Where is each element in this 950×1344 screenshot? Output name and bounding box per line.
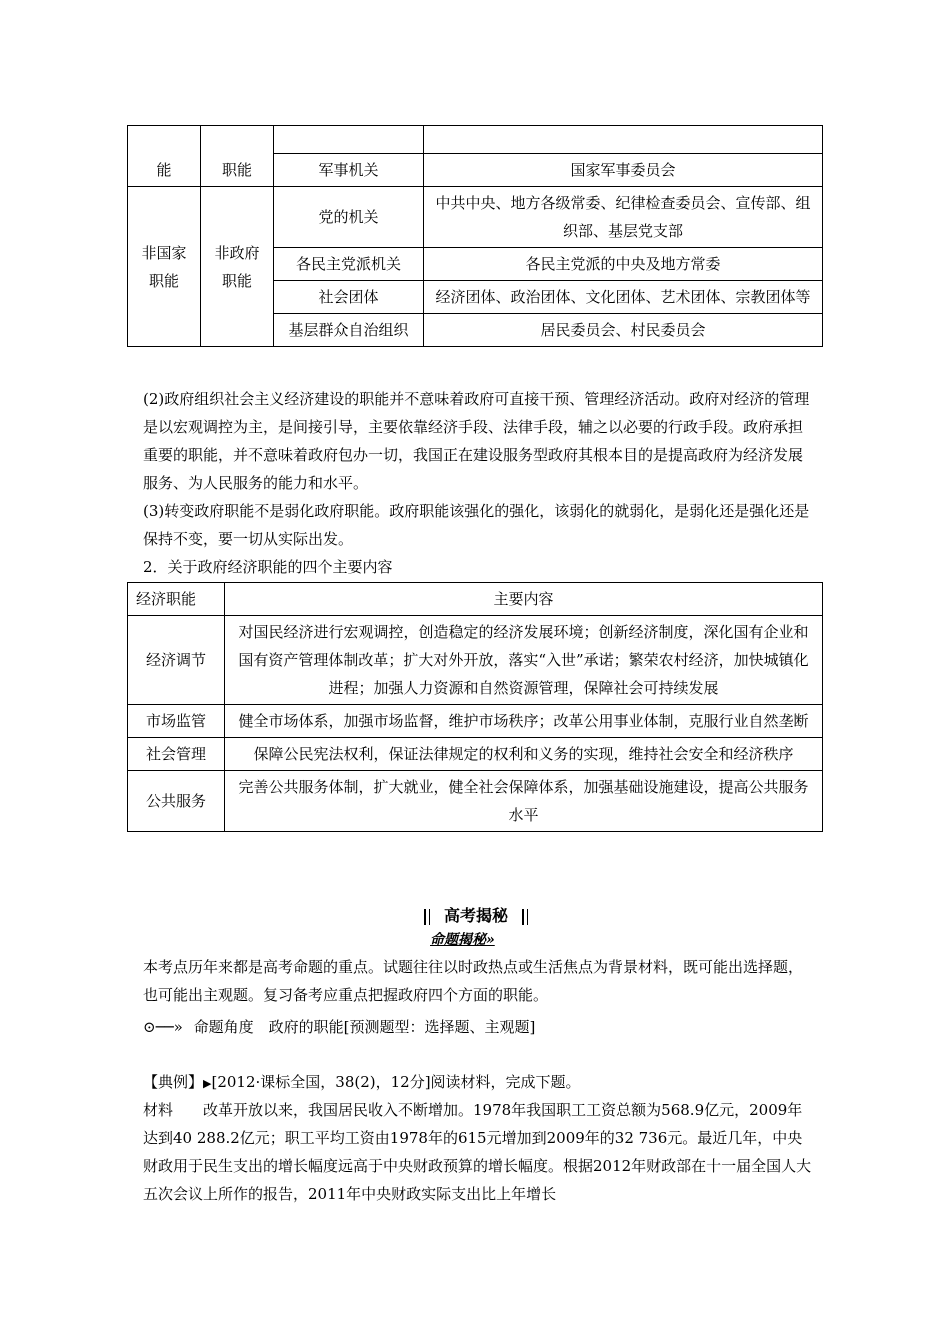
- table1-detail: 中共中央、地方各级常委、纪律检查委员会、宣传部、组织部、基层党支部: [424, 187, 823, 248]
- table1-detail: 各民主党派的中央及地方常委: [424, 248, 823, 281]
- table1-detail: 居民委员会、村民委员会: [424, 314, 823, 347]
- table1-org: 社会团体: [274, 281, 424, 314]
- example-label: 【典例】: [143, 1073, 204, 1091]
- paragraph-3: (3)转变政府职能不是弱化政府职能。政府职能该强化的强化，该弱化的就弱化，是弱化还是强化还是保持不变，要一切从实际出发。: [143, 502, 810, 548]
- table2-row-content: 健全市场体系，加强市场监督，维护市场秩序；改革公用事业体制，克服行业自然垄断: [225, 705, 823, 738]
- table1-detail: 经济团体、政治团体、文化团体、艺术团体、宗教团体等: [424, 281, 823, 314]
- banner-bar-right: [522, 909, 528, 925]
- table1-org: 各民主党派机关: [274, 248, 424, 281]
- table2-row-content: 保障公民宪法权利，保证法律规定的权利和义务的实现，维持社会安全和经济秩序: [225, 738, 823, 771]
- table1-org: 党的机关: [274, 187, 424, 248]
- table1-cell-c2: 职能: [201, 126, 274, 187]
- table1-group-label: 非政府 职能: [201, 187, 274, 347]
- section-banner: [386, 903, 566, 925]
- table2-row-content: 对国民经济进行宏观调控，创造稳定的经济发展环境；创新经济制度，深化国有企业和国有资产管理体制改革；扩大对外开放，落实“入世”承诺；繁荣农村经济，加快城镇化进程；加强人力资源和自然资源管理，保障社会可持续发展: [225, 616, 823, 705]
- organization-table: [127, 125, 823, 347]
- economic-functions-table: [127, 582, 823, 832]
- triangle-icon: ▶: [203, 1077, 212, 1090]
- example-line: [143, 1068, 815, 1098]
- table2-header-content: 主要内容: [225, 583, 823, 616]
- table1-cell-c4: 国家军事委员会: [424, 154, 823, 187]
- paragraph-block: [143, 385, 815, 581]
- table2-row-name: 社会管理: [128, 738, 225, 771]
- table1-org: 基层群众自治组织: [274, 314, 424, 347]
- subsection-title: 命题揭秘»: [430, 932, 495, 948]
- table2-row-content: 完善公共服务体制，扩大就业，健全社会保障体系，加强基础设施建设，提高公共服务水平: [225, 771, 823, 832]
- exam-intro: 本考点历年来都是高考命题的重点。试题往往以时政热点或生活焦点为背景材料，既可能出选择题，也可能出主观题。复习备考应重点把握政府四个方面的职能。: [143, 958, 804, 1004]
- heading-2: 2．关于政府经济职能的四个主要内容: [143, 558, 393, 576]
- example-text: [2012·课标全国，38(2)，12分]阅读材料，完成下题。: [211, 1073, 581, 1091]
- table2-row-name: 公共服务: [128, 771, 225, 832]
- angle-text: 命题角度 政府的职能[预测题型：选择题、主观题]: [193, 1018, 536, 1036]
- banner-title: 高考揭秘: [443, 906, 508, 925]
- table2-row-name: 市场监管: [128, 705, 225, 738]
- table1-cell-c3: 军事机关: [274, 154, 424, 187]
- banner-bar-left: [424, 909, 430, 925]
- paragraph-2: (2)政府组织社会主义经济建设的职能并不意味着政府可直接干预、管理经济活动。政府对经济的管理是以宏观调控为主，是间接引导，主要依靠经济手段、法律手段，辅之以必要的行政手段。政府承担重要的职能，并不意味着政府包办一切，我国正在建设服务型政府其根本目的是提高政府为经济发展服务、为人民服务的能力和水平。: [143, 390, 810, 492]
- material-text: 材料 改革开放以来，我国居民收入不断增加。1978年我国职工工资总额为568.9亿元，2009年达到40 288.2亿元；职工平均工资由1978年的615元增加到2009年的32 736元。最近几年，中央财政用于民生支出的增长幅度远高于中央财政预算的增长幅度。根据2012年财政部在十一届全国人大五次会议上所作的报告，2011年中央财政实际支出比上年增长: [143, 1101, 812, 1203]
- table1-group-label: 非国家 职能: [128, 187, 201, 347]
- arrow-icon: ⊙──»: [143, 1018, 183, 1036]
- table1-empty-cell: [274, 126, 424, 154]
- table1-empty-cell: [424, 126, 823, 154]
- table2-header-name: 经济职能: [128, 583, 225, 616]
- angle-line: [143, 1013, 535, 1041]
- table1-cell-c1: 能: [128, 126, 201, 187]
- table2-row-name: 经济调节: [128, 616, 225, 705]
